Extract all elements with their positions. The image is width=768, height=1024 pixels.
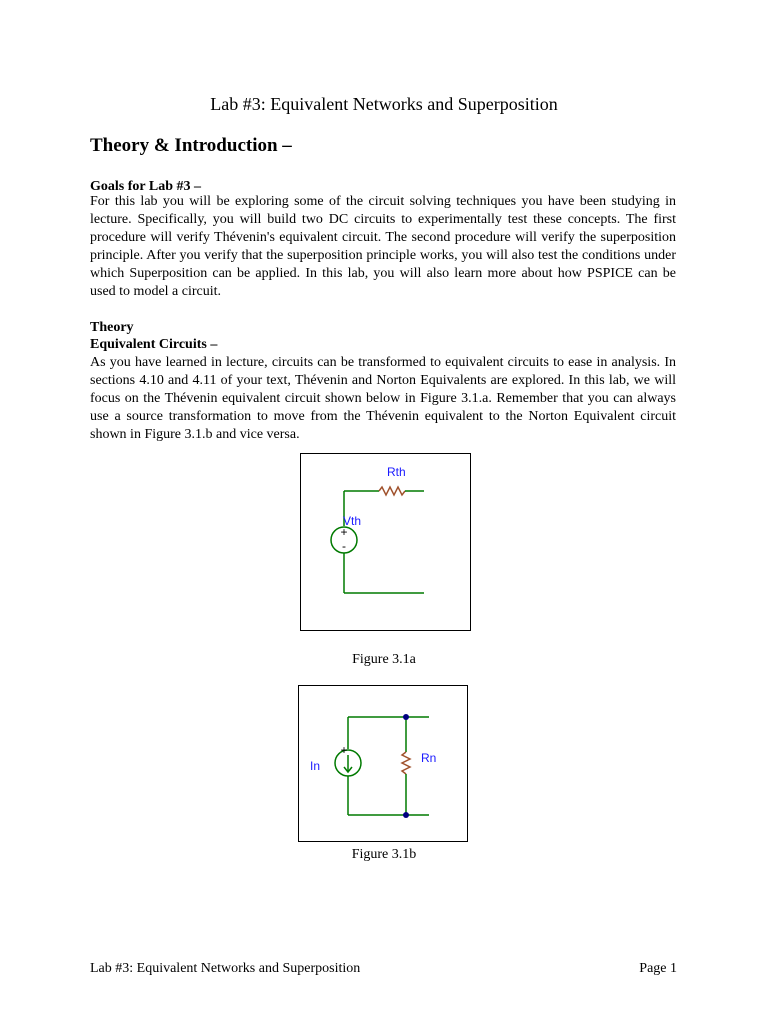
theory-paragraph: As you have learned in lecture, circuits can be transformed to equivalent circuits to ease in analysis. In sections 4.10 and 4.11 of your text, Thévenin and Norton Equivalents are explored. In this lab, we will focus on the Thévenin equivalent circuit shown below in Figure 3.1.a. Remember that you can always use a source transformation to move from the Thévenin equivalent to the Norton Equivalent circuit shown in Figure 3.1.b and vice versa. <box>90 355 676 442</box>
thevenin-source-plus: + <box>340 525 348 539</box>
norton-top-node <box>403 714 409 720</box>
thevenin-resistor-symbol <box>379 487 405 495</box>
thevenin-circuit-figure <box>300 453 471 631</box>
norton-resistor-label: Rn <box>421 751 437 765</box>
thevenin-source-minus: - <box>342 539 346 553</box>
norton-source-label: In <box>310 759 321 773</box>
figure-3-1a-caption: Figure 3.1a <box>352 652 416 667</box>
figure-3-1b-caption: Figure 3.1b <box>351 847 417 862</box>
page-number: Page 1 <box>639 961 677 976</box>
equivalent-circuits-heading: Equivalent Circuits – <box>90 337 218 352</box>
section-heading: Theory & Introduction – <box>90 135 292 156</box>
norton-resistor-symbol <box>402 752 410 774</box>
norton-source-plus: + <box>340 743 348 757</box>
page-title: Lab #3: Equivalent Networks and Superposition <box>210 94 558 114</box>
thevenin-circuit-diagram <box>301 454 470 630</box>
theory-heading: Theory <box>90 320 134 335</box>
goals-heading: Goals for Lab #3 – <box>90 179 201 194</box>
norton-circuit-figure <box>298 685 468 842</box>
norton-circuit-diagram <box>299 686 467 841</box>
thevenin-source-label: Vth <box>343 514 362 528</box>
thevenin-resistor-label: Rth <box>387 465 406 479</box>
norton-bottom-node <box>403 812 409 818</box>
goals-paragraph: For this lab you will be exploring some of the circuit solving techniques you have been studying in lecture. Specifically, you will build two DC circuits to experimentally test these concepts. The first procedure will verify Thévenin's equivalent circuit. The second procedure will verify the superposition principle. After you verify that the superposition principle works, you will also test the conditions under which Superposition can be applied. In this lab, you will also learn more about how PSPICE can be used to model a circuit. <box>90 194 676 299</box>
footer-title: Lab #3: Equivalent Networks and Superposition <box>90 961 361 976</box>
